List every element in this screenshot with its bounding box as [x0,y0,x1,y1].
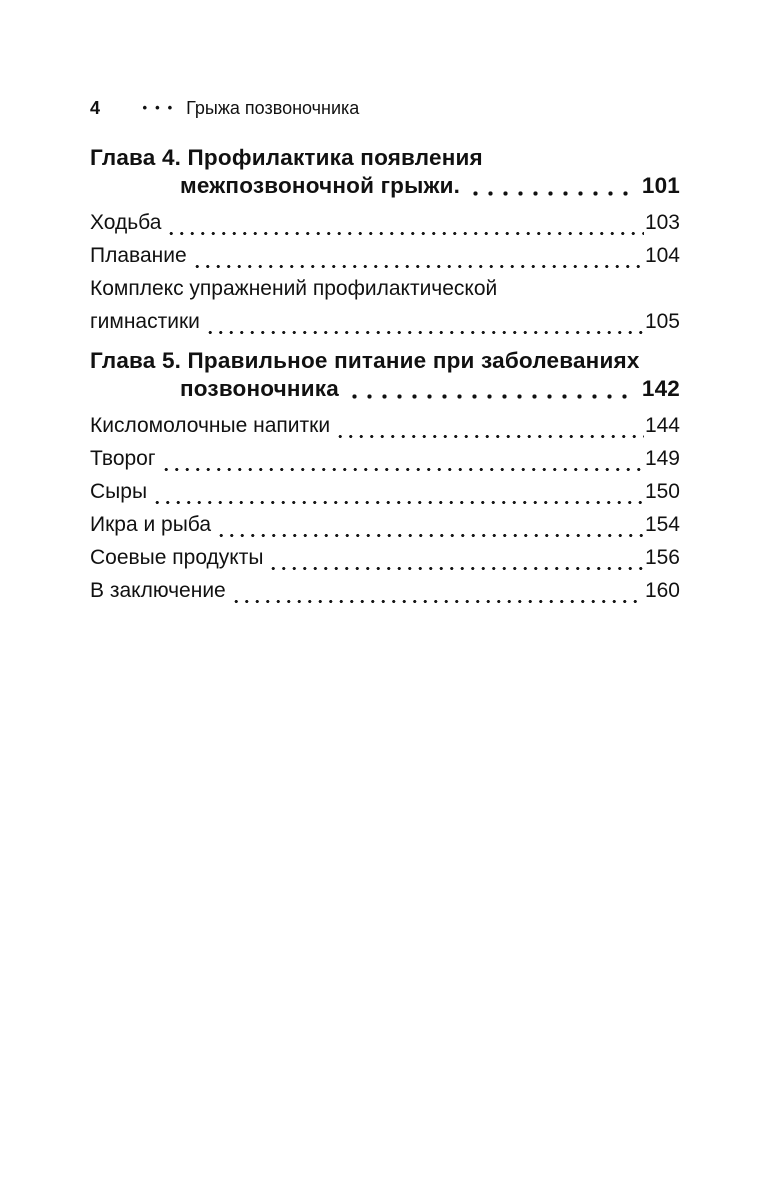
chapter-title-line2: межпозвоночной грыжи. [180,173,461,198]
toc-entry [90,508,680,541]
toc-entry-title-line1: Комплекс упражнений профилактической [90,277,498,300]
toc-entry-page: 150 [644,480,680,503]
chapter-title-line1: Глава 5. Правильное питание при заболеваниях [90,348,640,373]
toc-entry-page: 105 [644,310,680,333]
toc-entry-page: 103 [644,211,680,234]
toc-entries-chapter5 [90,409,680,607]
toc-entry-page: 149 [644,447,680,470]
toc-entry-page: 104 [644,244,680,267]
running-title: Грыжа позвоночника [186,97,360,118]
toc-entry-title: Икра и рыба [90,513,212,536]
toc-entry-page: 154 [644,513,680,536]
toc-entry-title: Ходьба [90,211,162,234]
section-gap [90,338,680,347]
dot-leader [335,434,644,439]
toc-entry [90,239,680,272]
toc-entry [90,206,680,239]
toc-entry-title-line2: гимнастики [90,310,200,333]
toc-entry [90,541,680,574]
running-header [90,98,680,118]
toc-entry [90,272,680,338]
chapter-title-line1: Глава 4. Профилактика появления [90,145,483,170]
chapter-heading-4 [90,144,680,200]
toc-entry-title: Творог [90,447,156,470]
chapter-page-number: 142 [641,376,680,401]
dot-leader [166,231,644,236]
chapter-page-number: 101 [641,173,680,198]
dot-leader [268,566,644,571]
toc-entry-page: 144 [644,414,680,437]
dot-leader [205,330,644,335]
chapter-heading-5 [90,347,680,403]
toc-entry-title: Плавание [90,244,187,267]
toc-entry-title: Соевые продукты [90,546,264,569]
header-dots-icon: ••• [142,99,181,115]
toc-entry-title: В заключение [90,579,226,602]
dot-leader [231,599,644,604]
toc-entry [90,442,680,475]
page-number: 4 [90,97,101,118]
toc-entry-page: 160 [644,579,680,602]
toc-entries-chapter4 [90,206,680,338]
toc-entry [90,475,680,508]
dot-leader [161,467,644,472]
dot-leader [192,264,644,269]
toc-entry [90,574,680,607]
dot-leader [216,533,644,538]
toc-entry [90,409,680,442]
dot-leader [152,500,644,505]
toc-entry-title: Сыры [90,480,148,503]
chapter-title-line2: позвоночника [180,376,339,401]
toc-entry-title: Кисломолочные напитки [90,414,331,437]
dot-leader [468,190,631,197]
dot-leader [347,393,631,400]
toc-entry-page: 156 [644,546,680,569]
